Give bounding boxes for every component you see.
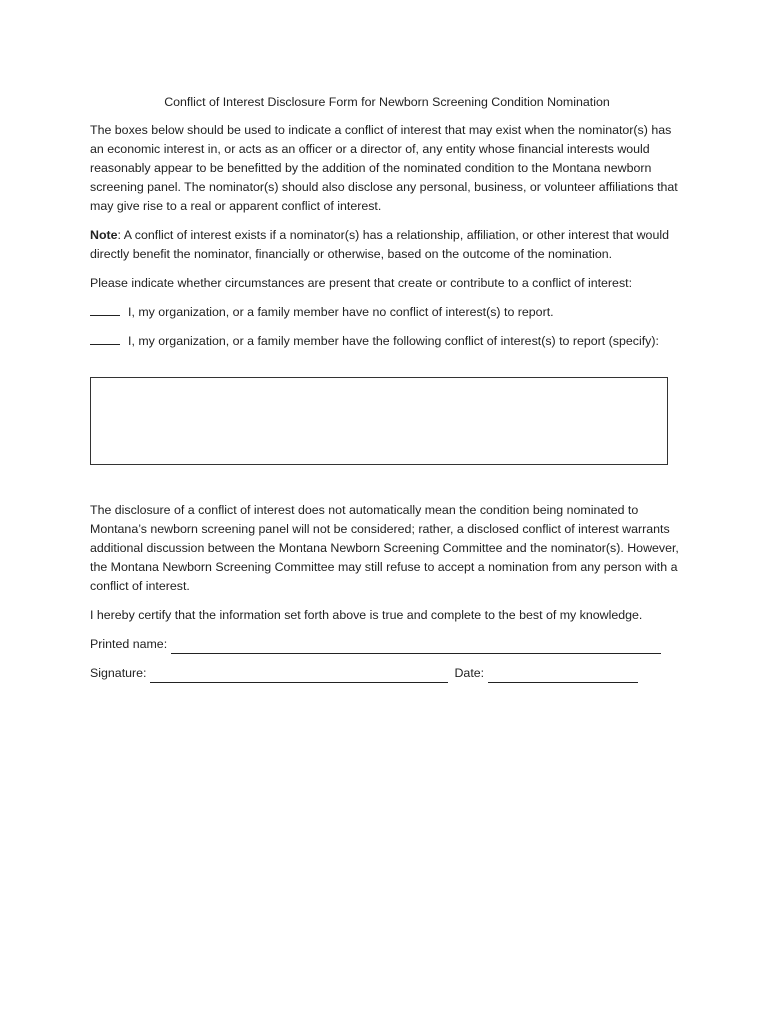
date-label: Date: [454,666,485,680]
signature-row [90,664,680,683]
have-conflict-checkbox-blank[interactable] [90,332,120,345]
printed-name-row [90,635,680,654]
note-text: : A conflict of interest exists if a nominator(s) has a relationship, affiliation, or other interest that would directly benefit the nominator, financially or otherwise, based on the outcome of the nomination. [90,228,669,261]
option-no-conflict [90,303,680,322]
intro-paragraph: The boxes below should be used to indicate a conflict of interest that may exist when the nominator(s) has an economic interest in, or acts as an officer or a director of, any entity whose financial interests would reasonably appear to be benefitted by the addition of the nominated condition to the Montana newborn screening panel. The nominator(s) should also disclose any personal, business, or volunteer affiliations that may give rise to a real or apparent conflict of interest. [90,123,678,213]
date-field[interactable] [488,668,638,683]
option-have-conflict [90,332,680,351]
printed-name-label: Printed name: [90,637,168,651]
signature-field[interactable] [150,668,448,683]
disclosure-paragraph: The disclosure of a conflict of interest does not automatically mean the condition being nominated to Montana’s newborn screening panel will not be considered; rather, a disclosed conflict of interest warrants additional discussion between the Montana Newborn Screening Committee and the nominator(s). However, the Montana Newborn Screening Committee may still refuse to accept a nomination from any person with a conflict of interest. [90,503,679,593]
no-conflict-checkbox-blank[interactable] [90,303,120,316]
form-content [90,93,680,693]
option-no-conflict-label: I, my organization, or a family member have no conflict of interest(s) to report. [128,305,554,319]
note-paragraph [90,226,680,264]
certify-paragraph: I hereby certify that the information set forth above is true and complete to the best of my knowledge. [90,608,643,622]
option-have-conflict-label: I, my organization, or a family member have the following conflict of interest(s) to report (specify): [128,334,659,348]
conflict-specify-box[interactable] [90,377,668,465]
signature-label: Signature: [90,666,147,680]
form-title: Conflict of Interest Disclosure Form for Newborn Screening Condition Nomination [164,95,610,109]
note-label: Note [90,228,118,242]
printed-name-field[interactable] [171,639,661,654]
indicate-prompt: Please indicate whether circumstances are present that create or contribute to a conflict of interest: [90,276,633,290]
